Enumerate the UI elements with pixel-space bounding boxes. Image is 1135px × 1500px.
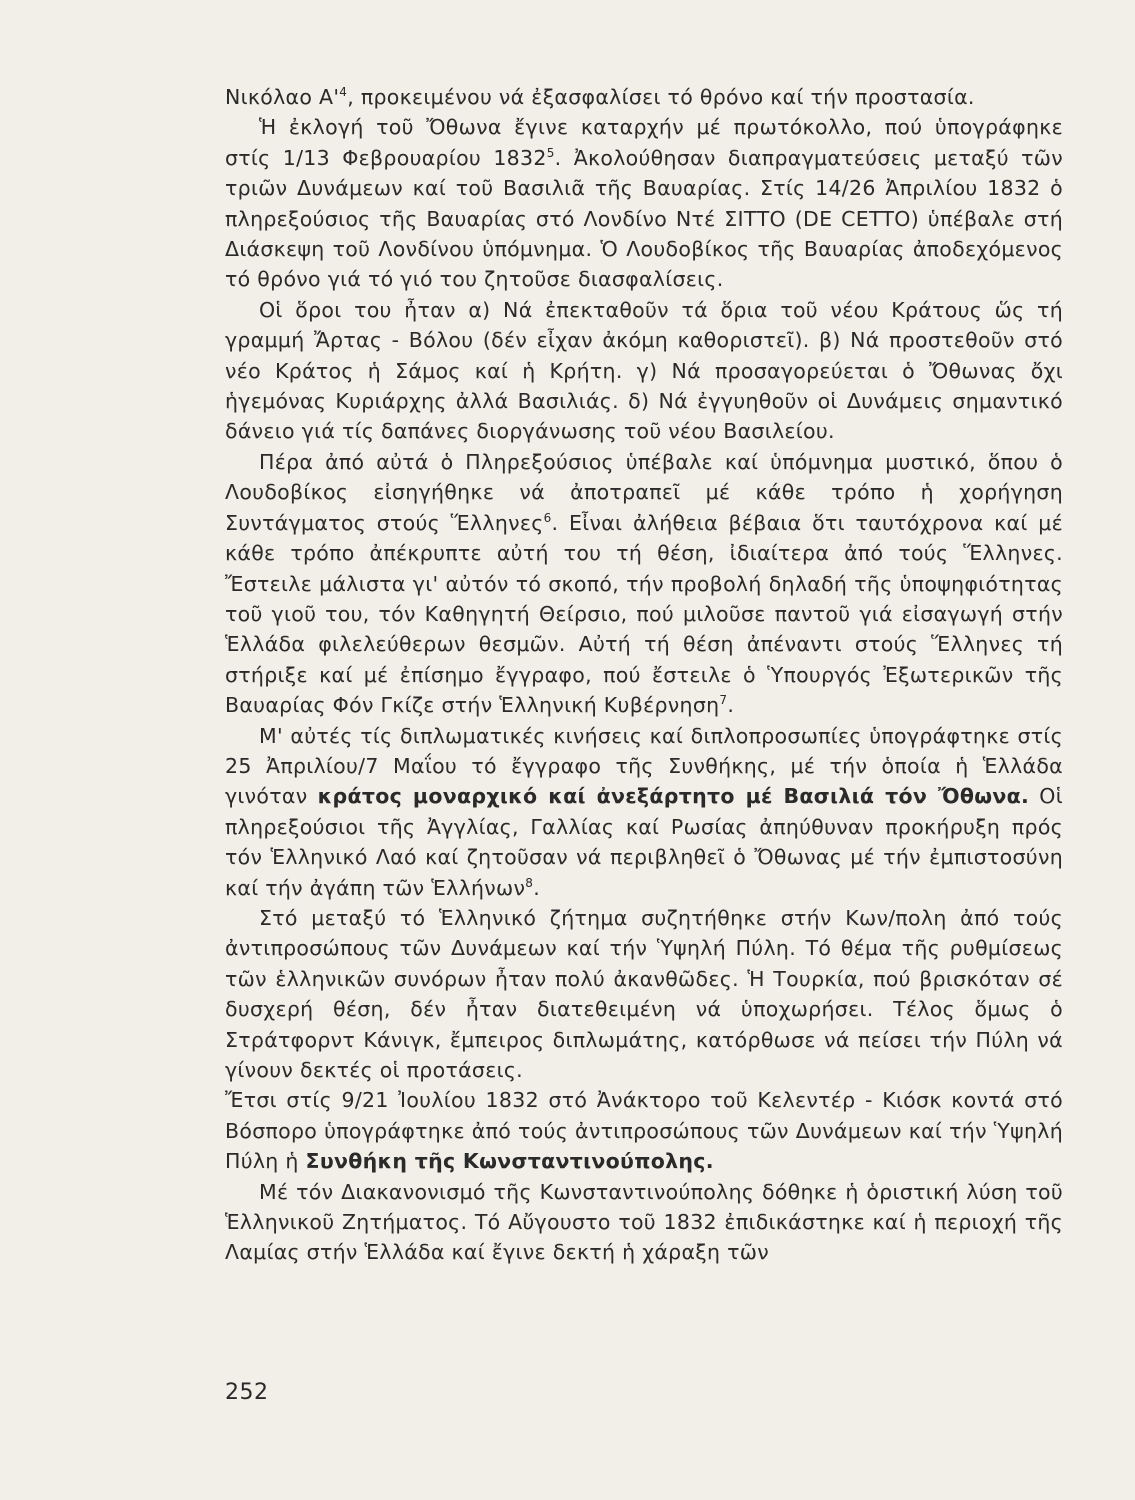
footnote-marker: 6 — [543, 510, 552, 525]
text-run: , προκειμένου νά ἐξασφαλίσει τό θρόνο καί τήν προστασία. — [347, 85, 975, 109]
text-run: . — [533, 875, 541, 900]
paragraph — [225, 447, 1063, 721]
footnote-marker: 4 — [339, 85, 348, 100]
bold-text: κράτος μοναρχικό καί ἀνεξάρτητο μέ Βασιλιά τόν Ὄθωνα. — [317, 784, 1030, 809]
paragraph — [225, 721, 1063, 903]
text-run: Ἡ ἐκλογή τοῦ Ὄθωνα ἔγινε καταρχήν μέ πρωτόκολλο, πού ὑπογράφηκε στίς 1/13 Φεβρουαρίου 1832 — [225, 115, 1063, 170]
text-run: Ἔτσι στίς 9/21 Ἰουλίου 1832 στό Ἀνάκτορο τοῦ Κελεντέρ - Κιόσκ κοντά στό Βόσπορο ὑπογράφτηκε ἀπό τούς ἀντιπροσώπους τῶν Δυνάμεων καί τήν Ὑψηλή Πύλη ἡ — [225, 1088, 1063, 1174]
page-number: 252 — [225, 1380, 269, 1405]
bold-text: Συνθήκη τῆς Κωνσταντινούπολης. — [305, 1149, 714, 1174]
paragraph — [225, 82, 1063, 112]
text-run: Πέρα ἀπό αὐτά ὁ Πληρεξούσιος ὑπέβαλε καί ὑπόμνημα μυστικό, ὅπου ὁ Λουδοβίκος εἰσηγήθηκε νά ἀποτραπεῖ μέ κάθε τρόπο ἡ χορήγηση Συντάγματος στούς Ἕλληνες — [225, 449, 1063, 535]
footnote-marker: 7 — [719, 693, 728, 708]
text-run: Μ' αὐτές τίς διπλωματικές κινήσεις καί διπλοπροσωπίες ὑπογράφτηκε στίς 25 Ἀπριλίου/7 Μαΐου τό ἔγγραφο τῆς Συνθήκης, μέ τήν ὁποία ἡ Ἑλλάδα γινόταν — [225, 723, 1063, 809]
text-run: Οἱ ὅροι του ἦταν α) Νά ἐπεκταθοῦν τά ὅρια τοῦ νέου Κράτους ὥς τή γραμμή Ἄρτας - Βόλου (δέν εἶχαν ἀκόμη καθοριστεῖ). β) Νά προστεθοῦν στό νέο Κράτος ἡ Σάμος καί ἡ Κρήτη. γ) Νά προσαγορεύεται ὁ Ὄθωνας ὄχι ἡγεμόνας Κυριάρχης ἀλλά Βασιλιάς. δ) Νά ἐγγυηθοῦν οἱ Δυνάμεις σημαντικό δάνειο γιά τίς δαπάνες διοργάνωσης τοῦ νέου Βασιλείου. — [225, 297, 1063, 444]
text-run: Οἱ πληρεξούσιοι τῆς Ἀγγλίας, Γαλλίας καί Ρωσίας ἀπηύθυναν προκήρυξη πρός τόν Ἑλληνικό Λαό καί ζητοῦσαν νά περιβληθεῖ ὁ Ὄθωνας μέ τήν ἐμπιστοσύνη καί τήν ἀγάπη τῶν Ἑλλήνων — [225, 784, 1063, 900]
footnote-marker: 8 — [525, 875, 534, 890]
paragraph — [225, 903, 1063, 1085]
text-run: Στό μεταξύ τό Ἑλληνικό ζήτημα συζητήθηκε στήν Κων/πολη ἀπό τούς ἀντιπροσώπους τῶν Δυνάμεων καί τήν Ὑψηλή Πύλη. Τό θέμα τῆς ρυθμίσεως τῶν ἑλληνικῶν συνόρων ἦταν πολύ ἀκανθῶδες. Ἡ Τουρκία, πού βρισκόταν σέ δυσχερή θέση, δέν ἦταν διατεθειμένη νά ὑποχωρήσει. Τέλος ὅμως ὁ Στράτφορντ Κάνιγκ, ἔμπειρος διπλωμάτης, κατόρθωσε νά πείσει τήν Πύλη νά γίνουν δεκτές οἱ προτάσεις. — [225, 905, 1063, 1082]
text-run: . Ἀκολούθησαν διαπραγματεύσεις μεταξύ τῶν τριῶν Δυνάμεων καί τοῦ Βασιλιᾶ τῆς Βαυαρίας. Στίς 14/26 Ἀπριλίου 1832 ὁ πληρεξούσιος τῆς Βαυαρίας στό Λονδίνο Ντέ ΣΙΤΤΟ (DE CETTO) ὑπέβαλε στή Διάσκεψη τοῦ Λονδίνου ὑπόμνημα. Ὁ Λουδοβίκος τῆς Βαυαρίας ἀποδεχόμενος τό θρόνο γιά τό γιό του ζητοῦσε διασφαλίσεις. — [225, 145, 1063, 292]
text-run: Νικόλαο Α' — [225, 85, 340, 109]
footnote-marker: 5 — [546, 145, 555, 160]
paragraph — [225, 112, 1063, 294]
paragraph — [225, 1177, 1063, 1268]
paragraph — [225, 1085, 1063, 1176]
text-run: . Εἶναι ἀλήθεια βέβαια ὅτι ταυτόχρονα καί μέ κάθε τρόπο ἀπέκρυπτε αὐτή του τή θέση, ἰδιαίτερα ἀπό τούς Ἕλληνες. Ἔστειλε μάλιστα γι' αὐτόν τό σκοπό, τήν προβολή δηλαδή τῆς ὑποψηφιότητας τοῦ γιοῦ του, τόν Καθηγητή Θείρσιο, πού μιλοῦσε παντοῦ γιά εἰσαγωγή στήν Ἑλλάδα φιλελεύθερων θεσμῶν. Αὐτή τή θέση ἀπέναντι στούς Ἕλληνες τή στήριξε καί μέ ἐπίσημο ἔγγραφο, πού ἔστειλε ὁ Ὑπουργός Ἐξωτερικῶν τῆς Βαυαρίας Φόν Γκίζε στήν Ἑλληνική Κυβέρνηση — [225, 510, 1063, 718]
text-run: . — [727, 693, 735, 718]
paragraph — [225, 295, 1063, 447]
body-text — [225, 82, 1063, 1268]
text-run: Μέ τόν Διακανονισμό τῆς Κωνσταντινούπολης δόθηκε ἡ ὁριστική λύση τοῦ Ἑλληνικοῦ Ζητήματος. Τό Αὔγουστο τοῦ 1832 ἐπιδικάστηκε καί ἡ περιοχή τῆς Λαμίας στήν Ἑλλάδα καί ἔγινε δεκτή ἡ χάραξη τῶν — [225, 1179, 1063, 1265]
